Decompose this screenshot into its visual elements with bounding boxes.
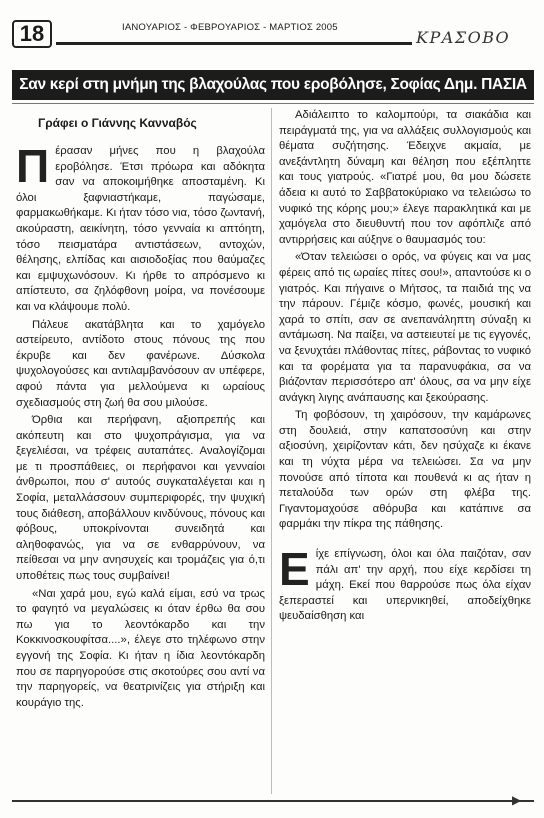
continue-arrow-icon: ▶ [512, 793, 522, 807]
page-header [12, 14, 536, 54]
paragraph: Πάλευε ακατάβλητα και το χαμόγελο αστείρευτο, αντίδοτο στους πόνους της που έκρυβε και δεν φανέρωνε. Δύσκολα ψυχολογούσες και αντιλαμβανόσουν αν υπέφερε, αφού πάντα για μελλούμενα κι ωραίους σχεδιασμούς στη ζωή θα σου μιλούσε. [16, 318, 265, 409]
paragraph: «Ναι χαρά μου, εγώ καλά είμαι, εσύ να τρως το φαγητό να μεγαλώσεις κι όταν έρθω θα σου πω για το λεοντόκαρδο και την Κοκκινοσκουφίτσα....», έλεγε στο τηλέφωνο στην εγγονή της Σοφία. Κι ήταν η ίδια λεοντόκαρδη που σε παρηγορούσε στις σκοτούρες σου αντί να την παρηγορείς, να θεατρινίζεις για στήριξη και κουράγιο της. [16, 587, 265, 709]
paragraph: «Όταν τελειώσει ο ορός, να φύγεις και να μας φέρεις από τις ωραίες πίτες σου!», απαντούσε κι ο γιατρός. Και πήγαινε ο Μήτσος, τα παιδιά της να την πάρουν. Γέμιζε κόσμο, φωνές, μουσική και χαρά το σπίτι, σαν σε ανεπανάληπτη σύναξη κι αντάμωση. Να παίξει, να αστειευτεί με τις εγγονές, να ξενυχτάει πλάθοντας πίτες, ράβοντας το νυφικό και τα φορέματα για τα παρανυφάκια, σα να βιάζονταν περισσότερο απ' όλους, σα να μην είχε ανάγκη λιγης ανάπαυσης και ξεκούρασης. [279, 251, 531, 404]
paragraph-text: έρασαν μήνες που η βλαχούλα εροβόλησε. Έτσι πρόωρα και αδόκητα σαν να αποκοιμήθηκε αποσταμένη. Κι όλοι ξαφνιαστήκαμε, παγώσαμε, φαρμακωθήκαμε. Κι ήταν τόσο νια, τόσο ζωντανή, ακούραστη, αεικίνητη, τόσο γενναία κι απτόητη, τόσο πεισματάρα αντιστάσεων, αντοχών, θέλησης, ελπίδας και αισιοδοξίας που θαύμαζες και εμψυχωνόσουν. Κι ήρθε το απρόσμενο κι απίστευτο, σα ζηλόφθονη μοίρα, να πονέσουμε και να κλάψουμε πολύ. [16, 145, 266, 313]
masthead: ΚΡΑΣΟΒΟ [416, 28, 511, 47]
paragraph: Τη φοβόσουν, τη χαιρόσουν, την καμάρωνες στη δουλειά, στην καπατσοσύνη και στην αξιοσύνη, χειρίζονταν κάτι, δεν ησύχαζε κι έκανε και τη νύχτα μέρα να τελειώσει. Σα να μην πονούσε από τίποτα και πουθενά κι ας ήταν η πεταλούδα των ορών στη φλέβα της. Γιγαντομαχούσε αθόρυβα και κατάπινε σα φαρμάκι την πίκρα της πάθησης. [279, 409, 531, 531]
title-rule [12, 103, 534, 104]
page-number: 18 [12, 20, 52, 48]
column-divider [271, 108, 272, 794]
header-rule [56, 42, 412, 45]
dropcap: Ε [279, 543, 310, 596]
paragraph: Όρθια και περήφανη, αξιοπρεπής και ακόπευτη και στο ψυχοπράγισμα, για να ξεγελιέσαι, να τρέφεις αυταπάτες. Αναλογίζομαι με τι προσπάθειες, οι περήφανοι και γενναίοι άνθρωποι, που σ' αυτούς συγκαταλέγεται και η Σοφία, μεταλλάσσουν συμπεριφορές, την ψυχική τους διάθεση, αποβάλλουν κινδύνους, πόνους και φόβους, υποκρίνονται συνειδητά και αληθοφανώς, για να σε ενθαρρύνουν, να πείθεσαι να μην ανησυχείς και τρομάζεις για ό,τι υποθέτεις πως τους συμβαίνει! [16, 414, 265, 583]
paragraph: Αδιάλειπτο το καλομπούρι, τα σιακάδια και πειράγματά της, για να αλλάξεις συλλογισμούς και θέματα συζήτησης. Έδειχνε ακμαία, με ανεξάντλητη δύναμη και θέληση που εξέπληττε και τους γιατρούς. «Γιατρέ μου, θα μου δώσετε άδεια κι αυτό το Σαββατοκύριακο να τελειώσω το νυφικό της κόρης μου;» έλεγε παρακλητικά και με χαμόγελα στο διευθυντή που τον αφόπλιζε από αντιρρήσεις και αύξηνε ο θαυμασμός του: [279, 109, 531, 246]
issue-date: ΙΑΝΟΥΑΡΙΟΣ - ΦΕΒΡΟΥΑΡΙΟΣ - ΜΑΡΤΙΟΣ 2005 [122, 22, 338, 33]
article-column-right [279, 108, 531, 627]
article-column-left [16, 114, 265, 713]
paragraph [279, 543, 531, 625]
paragraph [16, 140, 266, 316]
paragraph-text: ίχε επίγνωση, όλοι και όλα παιζόταν, σαν πάλι απ' την αρχή, που είχε κερδίσει τη μάχη. Εκεί που θαρρούσε πως όλα είχαν ξεπεραστεί και υπερνικηθεί, αποδείχθηκε ψευδαίσθηση και [279, 548, 531, 623]
footer-rule [12, 800, 534, 802]
dropcap: Π [16, 140, 50, 192]
byline: Γράφει ο Γιάννης Κανναβός [38, 116, 197, 130]
article-title: Σαν κερί στη μνήμη της βλαχούλας που εροβόλησε, Σοφίας Δημ. ΠΑΣΙΑ [12, 70, 534, 100]
